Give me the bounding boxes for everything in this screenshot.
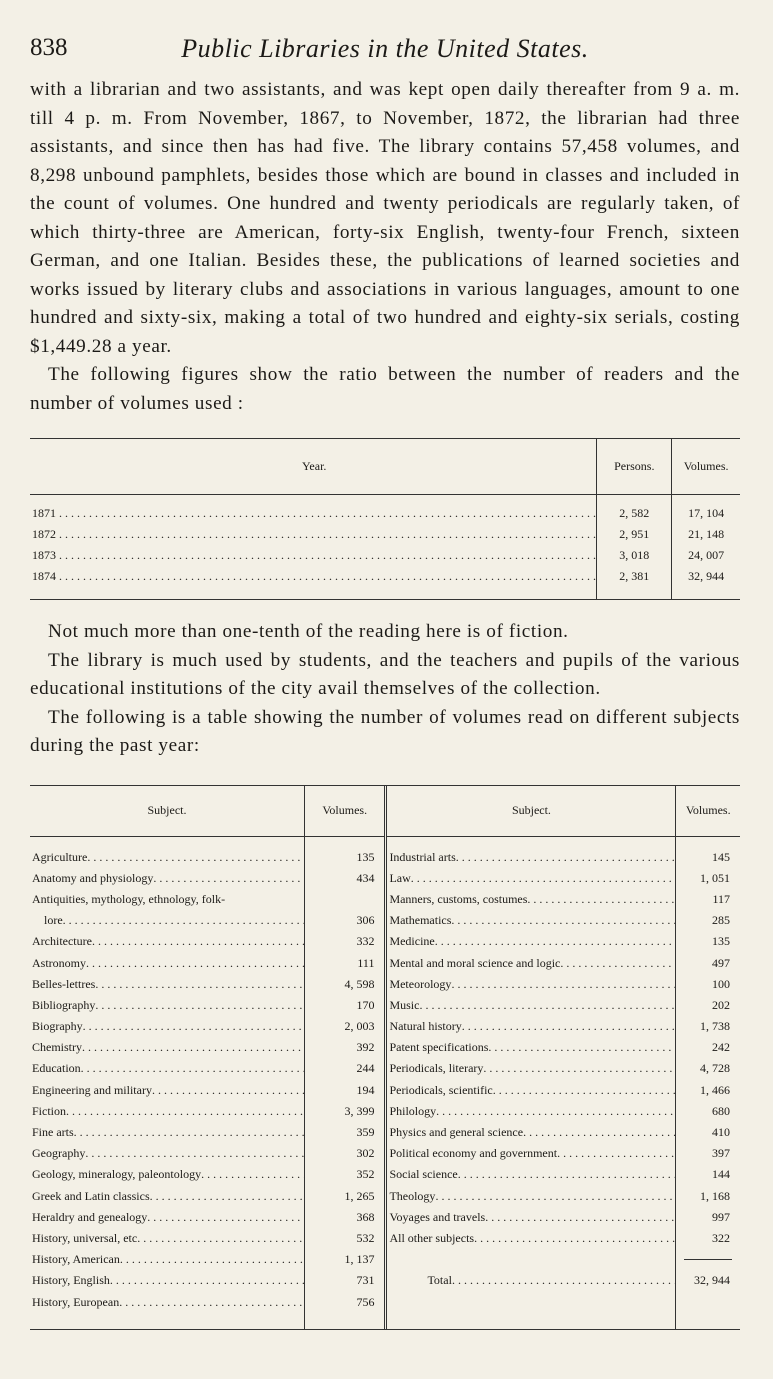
subject-cell: Bibliography . . . bbox=[30, 995, 304, 1016]
volumes-cell: 392 bbox=[356, 1040, 375, 1055]
subject-cell: Education . . . bbox=[30, 1058, 304, 1079]
subject-column-header: Subject. bbox=[387, 786, 675, 837]
subject-cell: Belles-lettres . . . bbox=[30, 974, 304, 995]
readers-table bbox=[30, 438, 740, 600]
subject-cell: Anatomy and physiology . . . bbox=[30, 868, 304, 889]
volumes-cell: 170 bbox=[356, 997, 375, 1012]
volumes-cell: 111 bbox=[357, 955, 375, 970]
page-header bbox=[30, 30, 740, 70]
volumes-cell: 497 bbox=[712, 955, 730, 970]
table-row bbox=[30, 503, 740, 524]
subject-cell: Mathematics . . . bbox=[387, 910, 675, 931]
subject-cell: Architecture . . . bbox=[30, 931, 304, 952]
year-cell: 1874 . . . bbox=[30, 569, 596, 584]
subject-cell: Antiquities, mythology, ethnology, folk- bbox=[32, 891, 226, 906]
volumes-cell: 285 bbox=[712, 913, 730, 928]
volumes-cell: 3, 399 bbox=[344, 1103, 375, 1118]
volumes-cell: 2, 003 bbox=[344, 1019, 375, 1034]
volumes-cell: 1, 466 bbox=[700, 1082, 730, 1097]
paragraph-librarian-staff: with a librarian and two assistants, and was kept open daily thereafter from 9 a. m. till 4 p. m. From November, 1867, to November, 1872, the librarian had three assistants, and since then has had five. The library contains 57,458 volumes, and 8,298 unbound pamphlets, besides those which are bound in classes and included in the count of volumes. One hundred and twenty periodicals are regularly taken, of which thirty-three are American, forty-six English, twenty-four French, sixteen German, and one Italian. Besides these, the publications of learned societies and works issued by literary clubs and associations in various languages, amount to one hundred and sixty-six, making a total of two hundred and eighty-six serials, costing $1,449.28 a year. bbox=[30, 79, 740, 357]
subject-cell: Social science . . . bbox=[387, 1164, 675, 1185]
right-volumes-column bbox=[675, 786, 740, 1329]
subject-cell: Geology, mineralogy, paleontology . . . bbox=[30, 1164, 304, 1185]
subject-cell: Astronomy . . . bbox=[30, 952, 304, 973]
subjects-table bbox=[30, 785, 740, 1330]
volumes-cell: 306 bbox=[356, 913, 375, 928]
volumes-cell: 302 bbox=[356, 1146, 375, 1161]
subject-cell: History, European . . . bbox=[30, 1291, 304, 1312]
subject-cell: Mental and moral science and logic . . . bbox=[387, 952, 675, 973]
subject-cell: Periodicals, literary . . . bbox=[387, 1058, 675, 1079]
volumes-cell: 731 bbox=[356, 1273, 375, 1288]
left-subject-column bbox=[30, 786, 304, 1329]
total-label: Total . . . bbox=[387, 1270, 675, 1291]
volumes-column-header: Volumes. bbox=[671, 439, 740, 494]
table-row bbox=[30, 524, 740, 545]
subject-cell: lore . . . bbox=[30, 910, 304, 931]
right-subject-column bbox=[384, 786, 675, 1329]
volumes-cell: 359 bbox=[356, 1125, 375, 1140]
subject-cell: Fiction . . . bbox=[30, 1101, 304, 1122]
subject-cell: Patent specifications . . . bbox=[387, 1037, 675, 1058]
paragraph-students: The library is much used by students, and the teachers and pupils of the various educational institutions of the city avail themselves of the collection. bbox=[30, 649, 740, 699]
subject-cell: Philology . . . bbox=[387, 1101, 675, 1122]
volumes-cell: 135 bbox=[712, 934, 730, 949]
volumes-cell: 32, 944 bbox=[671, 566, 740, 587]
volumes-cell: 1, 168 bbox=[700, 1188, 730, 1203]
page-number: 838 bbox=[30, 34, 68, 61]
subject-cell: All other subjects . . . bbox=[387, 1228, 675, 1249]
volumes-cell: 1, 051 bbox=[700, 870, 730, 885]
volumes-cell: 680 bbox=[712, 1103, 730, 1118]
table-row bbox=[30, 545, 740, 566]
subject-cell: Chemistry . . . bbox=[30, 1037, 304, 1058]
volumes-cell: 24, 007 bbox=[671, 545, 740, 566]
volumes-cell: 135 bbox=[356, 849, 375, 864]
year-cell: 1872 . . . bbox=[30, 527, 596, 542]
left-volumes-column bbox=[304, 786, 384, 1329]
total-volumes-cell: 32, 944 bbox=[694, 1273, 730, 1288]
subject-cell: Greek and Latin classics . . . bbox=[30, 1186, 304, 1207]
volumes-cell: 244 bbox=[356, 1061, 375, 1076]
volumes-cell: 4, 598 bbox=[344, 976, 375, 991]
volumes-cell: 410 bbox=[712, 1125, 730, 1140]
subject-cell: Natural history . . . bbox=[387, 1016, 675, 1037]
table-row bbox=[30, 566, 740, 587]
volumes-cell: 144 bbox=[712, 1167, 730, 1182]
subject-cell: Periodicals, scientific . . . bbox=[387, 1080, 675, 1101]
subject-cell: Biography . . . bbox=[30, 1016, 304, 1037]
volumes-cell: 1, 265 bbox=[344, 1188, 375, 1203]
subject-cell: Theology . . . bbox=[387, 1186, 675, 1207]
volumes-cell: 100 bbox=[712, 976, 730, 991]
volumes-cell: 194 bbox=[356, 1082, 375, 1097]
subject-cell: Physics and general science . . . bbox=[387, 1122, 675, 1143]
volumes-cell: 117 bbox=[712, 891, 730, 906]
subject-cell: Political economy and government . . . bbox=[387, 1143, 675, 1164]
volumes-cell: 352 bbox=[356, 1167, 375, 1182]
volumes-cell: 17, 104 bbox=[671, 503, 740, 524]
subject-cell: Music . . . bbox=[387, 995, 675, 1016]
volumes-cell: 1, 137 bbox=[344, 1252, 375, 1267]
volumes-cell bbox=[305, 889, 384, 910]
subject-cell: Geography . . . bbox=[30, 1143, 304, 1164]
volumes-cell: 4, 728 bbox=[700, 1061, 730, 1076]
volumes-cell: 322 bbox=[712, 1230, 730, 1245]
persons-cell: 2, 951 bbox=[596, 524, 671, 545]
volumes-cell: 397 bbox=[712, 1146, 730, 1161]
year-column-header: Year. bbox=[301, 459, 327, 473]
subject-cell: History, English . . . bbox=[30, 1270, 304, 1291]
paragraph-ratio-intro: The following figures show the ratio between the number of readers and the number of volumes used : bbox=[30, 364, 740, 414]
volumes-cell: 145 bbox=[712, 849, 730, 864]
volumes-cell: 997 bbox=[712, 1209, 730, 1224]
volumes-column-header: Volumes. bbox=[305, 786, 384, 837]
subject-column-header: Subject. bbox=[30, 786, 304, 837]
volumes-cell: 242 bbox=[712, 1040, 730, 1055]
book-page bbox=[30, 30, 740, 1330]
persons-cell: 3, 018 bbox=[596, 545, 671, 566]
subject-cell: Heraldry and genealogy . . . bbox=[30, 1207, 304, 1228]
subject-cell: History, American . . . bbox=[30, 1249, 304, 1270]
year-cell: 1871 . . . bbox=[30, 506, 596, 521]
running-title: Public Libraries in the United States. bbox=[181, 34, 589, 63]
volumes-cell: 756 bbox=[356, 1294, 375, 1309]
volumes-cell: 434 bbox=[356, 870, 375, 885]
subject-cell: Meteorology . . . bbox=[387, 974, 675, 995]
volumes-cell: 21, 148 bbox=[671, 524, 740, 545]
persons-cell: 2, 582 bbox=[596, 503, 671, 524]
subject-cell: Medicine . . . bbox=[387, 931, 675, 952]
volumes-cell: 532 bbox=[356, 1230, 375, 1245]
volumes-cell: 1, 738 bbox=[700, 1019, 730, 1034]
volumes-cell: 332 bbox=[356, 934, 375, 949]
subject-cell: Agriculture . . . bbox=[30, 847, 304, 868]
volumes-cell: 368 bbox=[356, 1209, 375, 1224]
volumes-column-header: Volumes. bbox=[676, 786, 740, 837]
volumes-cell: 202 bbox=[712, 997, 730, 1012]
year-cell: 1873 . . . bbox=[30, 548, 596, 563]
subject-cell: Law . . . bbox=[387, 868, 675, 889]
paragraph-fiction: Not much more than one-tenth of the reading here is of fiction. bbox=[48, 621, 569, 642]
persons-cell: 2, 381 bbox=[596, 566, 671, 587]
subject-cell: Engineering and military . . . bbox=[30, 1080, 304, 1101]
persons-column-header: Persons. bbox=[596, 439, 671, 494]
subject-cell: Voyages and travels . . . bbox=[387, 1207, 675, 1228]
subject-cell: Fine arts . . . bbox=[30, 1122, 304, 1143]
total-rule bbox=[684, 1259, 732, 1260]
subject-cell: Manners, customs, costumes . . . bbox=[387, 889, 675, 910]
paragraph-subjects-intro: The following is a table showing the number of volumes read on different subjects during the past year: bbox=[30, 706, 740, 756]
subject-cell: History, universal, etc . . . bbox=[30, 1228, 304, 1249]
subject-cell: Industrial arts . . . bbox=[387, 847, 675, 868]
readers-table-header bbox=[30, 439, 740, 495]
